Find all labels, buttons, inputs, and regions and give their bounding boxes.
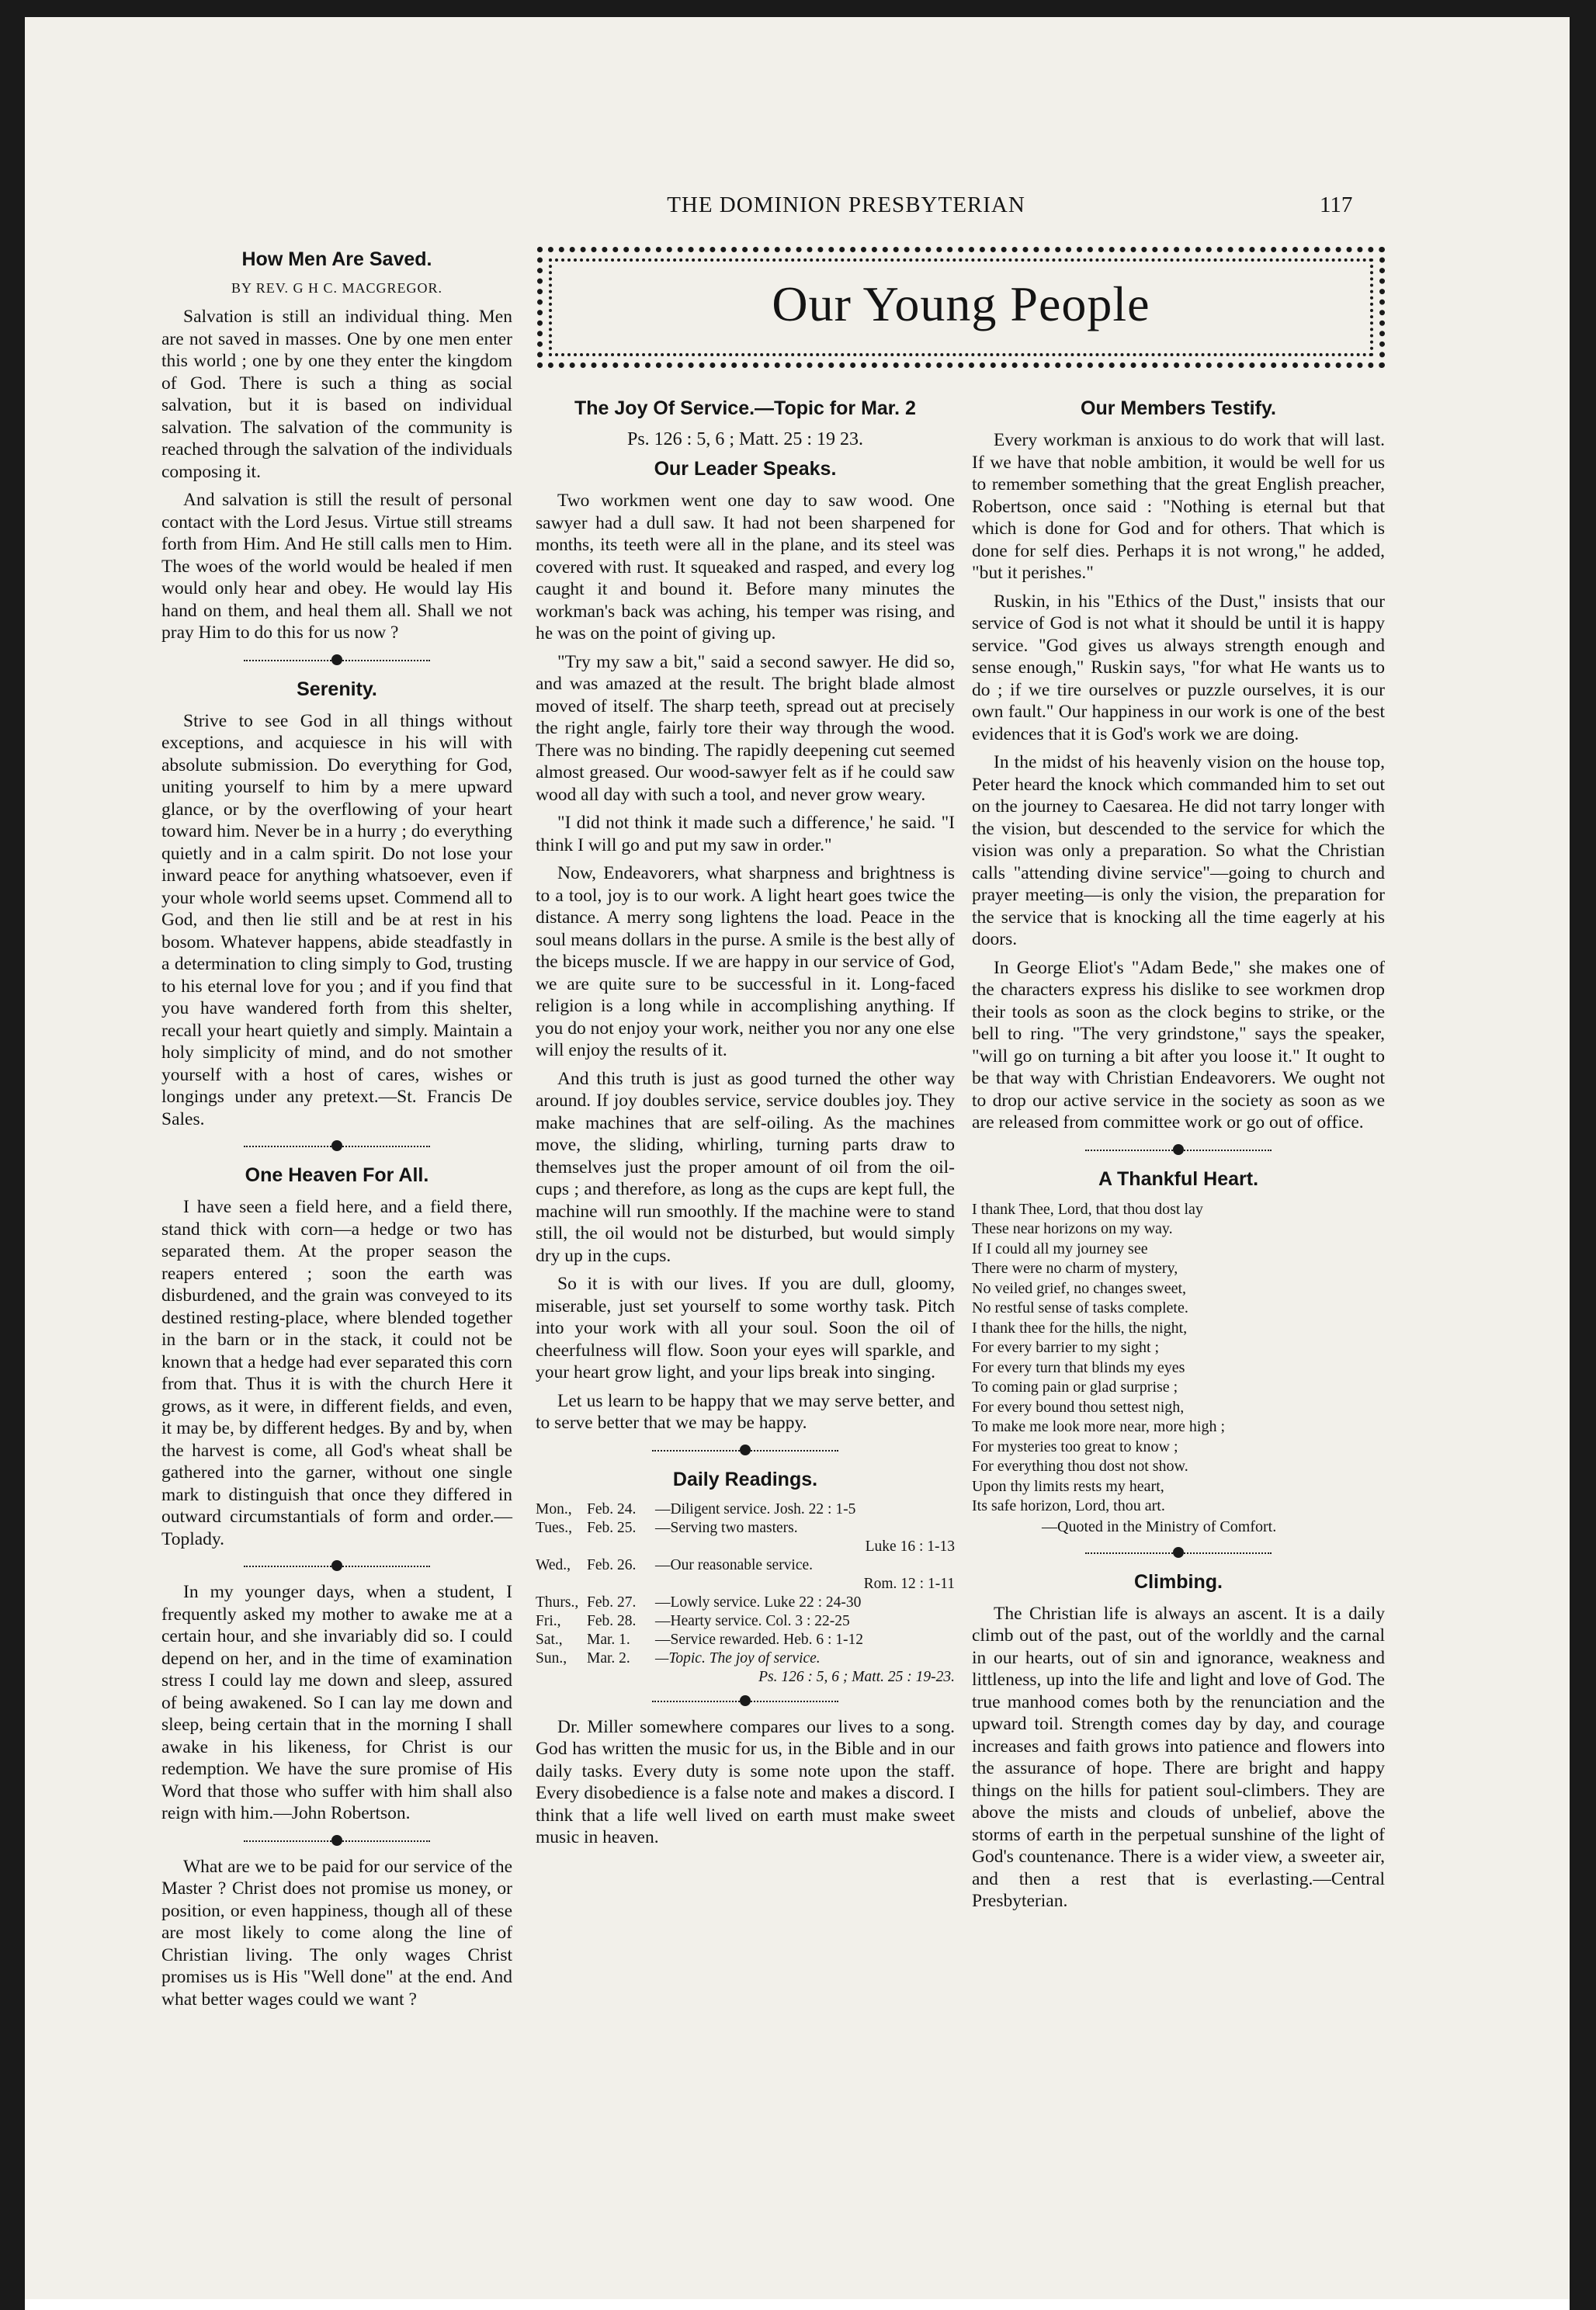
topic-title: The Joy Of Service.—Topic for Mar. 2 bbox=[574, 397, 916, 419]
poem-line: To coming pain or glad surprise ; bbox=[972, 1379, 1178, 1396]
reading-day bbox=[536, 1575, 587, 1594]
poem-line: For every turn that blinds my eyes bbox=[972, 1358, 1185, 1376]
poem-line: I thank thee for the hills, the night, bbox=[972, 1319, 1188, 1337]
testify-title: Our Members Testify. bbox=[1081, 397, 1276, 419]
article-paragraph: "I did not think it made such a difference,' he said. "I think I will go and put my saw in order." bbox=[536, 813, 955, 855]
article-byline: BY REV. G H C. MACGREGOR. bbox=[231, 280, 443, 296]
reading-day bbox=[536, 1538, 587, 1556]
middle-column bbox=[536, 390, 955, 1855]
leader-title: Our Leader Speaks. bbox=[654, 458, 837, 480]
section-banner bbox=[537, 247, 1385, 368]
article-paragraph: The Christian life is always an ascent. It is a daily climb out of the past, out of the worldly and the carnal in our hearts, out of sin and ignorance, weakness and littleness, up into the life and light and love of God. The true manhood comes both by the renunciation and the upward toil. Strength comes day by day, and courage increases and faith grows into patience and flowers into the assurance of hope. There are bright and happy things on the hills for patient soul-climbers. They are above the mists and clouds of unbelief, above the storms of earth in the perpetual sunshine of the light of God's countenance. There is a wider view, a sweeter air, and then a rest that is everlasting.—Central Presbyterian. bbox=[972, 1603, 1385, 1911]
poem-credit: —Quoted in the Ministry of Comfort. bbox=[1042, 1517, 1277, 1535]
poem-line: To make me look more near, more high ; bbox=[972, 1418, 1226, 1435]
article-paragraph: Salvation is still an individual thing. Men are not saved in masses. One by one men enter this world ; one by one they enter the kingdom of God. There is such a thing as social salvation, but it is based on individual salvation. The salvation of the community is reached through the salvation of the individuals composing it. bbox=[161, 307, 512, 482]
article-paragraph: Every workman is anxious to do work that will last. If we have that noble ambition, it would be well for us to remember something that the great English preacher, Robertson, once said : "Nothing is eternal but that which is done for God and for others. That which is done for self dies. Perhaps it is not wrong," he added, "but it perishes." bbox=[972, 430, 1385, 583]
reading-date bbox=[587, 1668, 655, 1687]
reading-day: Mon., bbox=[536, 1500, 572, 1517]
scan-border-right bbox=[1570, 0, 1596, 2310]
banner-title: Our Young People bbox=[772, 276, 1150, 331]
reading-date: Feb. 24. bbox=[587, 1500, 637, 1517]
article-title: Serenity. bbox=[297, 678, 377, 700]
poem-line: No veiled grief, no changes sweet, bbox=[972, 1279, 1187, 1297]
poem-line: No restful sense of tasks complete. bbox=[972, 1299, 1188, 1316]
article-paragraph: Strive to see God in all things without exceptions, and acquiesce in his will with absolute submission. Do everything for God, uniting yourself to him by a mere upward glance, or by the overflowing of your heart toward him. Never be in a hurry ; do everything quietly and in a calm spirit. Do not lose your inward peace for anything whatsoever, even if your whole world seems upset. Commend all to God, and then lie still and be at rest in his bosom. Whatever happens, abide steadfastly in a determination to cling simply to God, trusting to his eternal love for you ; and if you find that you have wandered forth from this shelter, recall your heart quietly and simply. Maintain a holy simplicity of mind, and do not smother yourself with a host of cares, wishes or longings under any pretext.—St. Francis De Sales. bbox=[161, 710, 512, 1129]
reading-day: Thurs., bbox=[536, 1594, 579, 1611]
reading-date: Feb. 26. bbox=[587, 1556, 637, 1573]
reading-text: —Hearty service. Col. 3 : 22-25 bbox=[655, 1612, 850, 1629]
reading-row bbox=[536, 1538, 955, 1556]
reading-text: —Our reasonable service. bbox=[655, 1556, 814, 1573]
scan-border-top bbox=[0, 0, 1596, 17]
poem-line: There were no charm of mystery, bbox=[972, 1260, 1178, 1277]
reading-text: —Topic. The joy of service. bbox=[655, 1649, 821, 1667]
reading-date: Feb. 27. bbox=[587, 1594, 637, 1611]
article-paragraph: In George Eliot's "Adam Bede," she makes one of the characters express his dislike to see workmen drop their tools as soon as the clock begins to strike, or the bell to ring. "The very grindstone," says the speaker, "will go on turning a bit after you loose it." It ought to be that way with Christian Endeavorers. We ought not to drop our active service in the society as soon as we are released from committee work or go out of office. bbox=[972, 957, 1385, 1132]
scan-border-left bbox=[0, 0, 25, 2310]
article-paragraph: Now, Endeavorers, what sharpness and brightness is to a tool, joy is to our work. A light heart goes twice the distance. A merry song lightens the load. Peace in the soul means dollars in the purse. A smile is the best ally of the biceps muscle. If we are happy in our service of God, we are quite sure to be successful in it. Long-faced religion is a long while in accomplishing anything. If you do not enjoy your work, neither you nor any one else will enjoy the results of it. bbox=[536, 863, 955, 1060]
article-paragraph: In the midst of his heavenly vision on the house top, Peter heard the knock which commanded him to set out on the journey to Caesarea. He did not tarry longer with the vision, but descended to the service for which the vision was only a preparation. So what the Christian calls "attending divine service"—going to church and prayer meeting—is only the vision, the preparation for the service that is knocking all the time eagerly at his doors. bbox=[972, 752, 1385, 949]
reading-text: —Diligent service. Josh. 22 : 1-5 bbox=[655, 1500, 856, 1517]
reading-day: Tues., bbox=[536, 1519, 572, 1536]
readings-table bbox=[536, 1500, 955, 1687]
section-separator bbox=[536, 1691, 955, 1712]
reading-day: Wed., bbox=[536, 1556, 571, 1573]
reading-text: Luke 16 : 1-13 bbox=[865, 1538, 955, 1555]
article-paragraph: In my younger days, when a student, I frequently asked my mother to awake me at a certain hour, and she invariably did so. I could depend on her, and in the time of examination stress I could lay me down and sleep, assured of being awakened. So I can lay me down and sleep, being certain that in the morning I shall awake in his likeness, for Christ is our redemption. We have the sure promise of His Word that those who suffer with him shall also reign with him.—John Robertson. bbox=[161, 1582, 512, 1823]
running-title: THE DOMINION PRESBYTERIAN bbox=[667, 192, 1025, 217]
section-separator bbox=[972, 1543, 1385, 1563]
poem-line: For everything thou dost not show. bbox=[972, 1458, 1188, 1475]
poem-line: For mysteries too great to know ; bbox=[972, 1438, 1178, 1455]
article-title: One Heaven For All. bbox=[245, 1164, 429, 1186]
section-separator bbox=[161, 1136, 512, 1157]
reading-text: Rom. 12 : 1-11 bbox=[863, 1575, 955, 1592]
poem bbox=[972, 1200, 1385, 1537]
readings-title: Daily Readings. bbox=[672, 1468, 818, 1490]
page-number: 117 bbox=[1320, 192, 1353, 217]
poem-line: Upon thy limits rests my heart, bbox=[972, 1477, 1164, 1495]
article-paragraph: I have seen a field here, and a field there, stand thick with corn—a hedge or two has separated them. At the proper season the reapers entered ; soon the earth was disburdened, and the grain was conveyed to its destined resting-place, where blended together in the barn or in the stack, it could not be known that a hedge had ever separated this corn from that. Thus it is with the church Here it grows, as it were, in different fields, and even, it may be, by different hedges. By and by, when the harvest is come, all God's wheat shall be gathered into the garner, without one single mark to distinguish that once they differed in outward circumstantials of form and order.—Toplady. bbox=[161, 1197, 512, 1549]
section-separator bbox=[161, 1556, 512, 1576]
poem-line: If I could all my journey see bbox=[972, 1240, 1148, 1257]
reading-row bbox=[536, 1519, 955, 1538]
poem-line: For every barrier to my sight ; bbox=[972, 1339, 1160, 1356]
reading-day: Fri., bbox=[536, 1612, 561, 1629]
reading-row bbox=[536, 1612, 955, 1631]
article-paragraph: So it is with our lives. If you are dull, gloomy, miserable, just set yourself to some worthy task. Pitch into your work with all your soul. Soon the oil of cheerfulness will flow. Soon your eyes will sparkle, and your heart grow light, and your lips break into singing. bbox=[536, 1274, 955, 1382]
reading-text: Ps. 126 : 5, 6 ; Matt. 25 : 19-23. bbox=[758, 1668, 955, 1685]
reading-row bbox=[536, 1500, 955, 1519]
reading-row bbox=[536, 1575, 955, 1594]
section-separator bbox=[972, 1140, 1385, 1160]
reading-day: Sun., bbox=[536, 1649, 567, 1667]
reading-row bbox=[536, 1631, 955, 1649]
poem-line: Its safe horizon, Lord, thou art. bbox=[972, 1497, 1165, 1514]
article-paragraph: Two workmen went one day to saw wood. One sawyer had a dull saw. It had not been sharpened for months, its teeth were all in the plane, and its steel was covered with rust. It squeaked and rasped, and every log caught it and bound it. Before many minutes the workman's back was aching, his temper was rising, and he was on the point of giving up. bbox=[536, 491, 955, 643]
section-separator bbox=[161, 650, 512, 671]
reading-row bbox=[536, 1594, 955, 1612]
reading-row bbox=[536, 1668, 955, 1687]
article-paragraph: And this truth is just as good turned the other way around. If joy doubles service, service doubles joy. They make machines that are self-oiling. As the machines move, the sliding, whirling, turning parts draw to themselves just the proper amount of oil from the oil-cups ; and therefore, as long as the cups are kept full, the machine will run smoothly. If the machine were to stand still, the oil would not be disturbed, but would simply dry up in the cups. bbox=[536, 1068, 955, 1266]
poem-line: For every bound thou settest nigh, bbox=[972, 1398, 1185, 1416]
reading-day bbox=[536, 1668, 587, 1687]
reading-row bbox=[536, 1556, 955, 1575]
section-separator bbox=[536, 1441, 955, 1461]
reading-text: —Serving two masters. bbox=[655, 1519, 798, 1536]
reading-date: Mar. 2. bbox=[587, 1649, 630, 1667]
reading-text: —Service rewarded. Heb. 6 : 1-12 bbox=[655, 1631, 864, 1648]
section-separator bbox=[161, 1831, 512, 1851]
reading-day: Sat., bbox=[536, 1631, 563, 1648]
reading-date: Mar. 1. bbox=[587, 1631, 630, 1648]
article-paragraph: And salvation is still the result of personal contact with the Lord Jesus. Virtue still streams forth from Him. And He still calls men to Him. The woes of the world would be healed if men would only hear and obey. He would lay His hand on them, and heal them all. Shall we not pray Him to do this for us now ? bbox=[161, 490, 512, 643]
right-column bbox=[972, 390, 1385, 1919]
article-paragraph: "Try my saw a bit," said a second sawyer. He did so, and was amazed at the result. The bright blade almost moved of itself. The sharp teeth, spread out at precisely the right angle, fairly tore their way through the wood. There was no binding. The rapidly deepening cut seemed almost greased. Our wood-sawyer felt as if he could saw wood all day with such a tool, and never grow weary. bbox=[536, 651, 955, 805]
topic-reference: Ps. 126 : 5, 6 ; Matt. 25 : 19 23. bbox=[626, 429, 864, 449]
left-column bbox=[161, 241, 512, 2017]
reading-row bbox=[536, 1649, 955, 1668]
article-paragraph: Let us learn to be happy that we may serve better, and to serve better that we may be happy. bbox=[536, 1390, 955, 1433]
article-title: How Men Are Saved. bbox=[241, 248, 432, 270]
reading-date bbox=[587, 1538, 655, 1556]
poem-line: These near horizons on my way. bbox=[972, 1220, 1173, 1237]
poem-title: A Thankful Heart. bbox=[1098, 1167, 1259, 1190]
reading-date bbox=[587, 1575, 655, 1594]
article-paragraph: What are we to be paid for our service of the Master ? Christ does not promise us money, or position, or even happiness, though all of these are most likely to come along the line of Christian living. The only wages Christ promises us is His "Well done" at the end. And what better wages could we want ? bbox=[161, 1856, 512, 2010]
article-paragraph: Dr. Miller somewhere compares our lives to a song. God has written the music for us, in the Bible and in our daily tasks. Every duty is some note upon the staff. Every disobedience is a false note and makes a discord. I think that a life well lived on earth must make sweet music in heaven. bbox=[536, 1716, 955, 1847]
poem-line: I thank Thee, Lord, that thou dost lay bbox=[972, 1200, 1203, 1218]
article-paragraph: Ruskin, in his "Ethics of the Dust," insists that our service of God is not what it should be until it is happy service. "God gives us always strength enough and sense enough," Ruskin says, "for what He wants us to do ; if we tire ourselves or puzzle ourselves, it is our own fault." Our happiness in our work is one of the best evidences that it is God's work we are doing. bbox=[972, 591, 1385, 744]
reading-date: Feb. 25. bbox=[587, 1519, 637, 1536]
reading-date: Feb. 28. bbox=[587, 1612, 637, 1629]
climbing-title: Climbing. bbox=[1134, 1570, 1223, 1593]
reading-text: —Lowly service. Luke 22 : 24-30 bbox=[655, 1594, 862, 1611]
